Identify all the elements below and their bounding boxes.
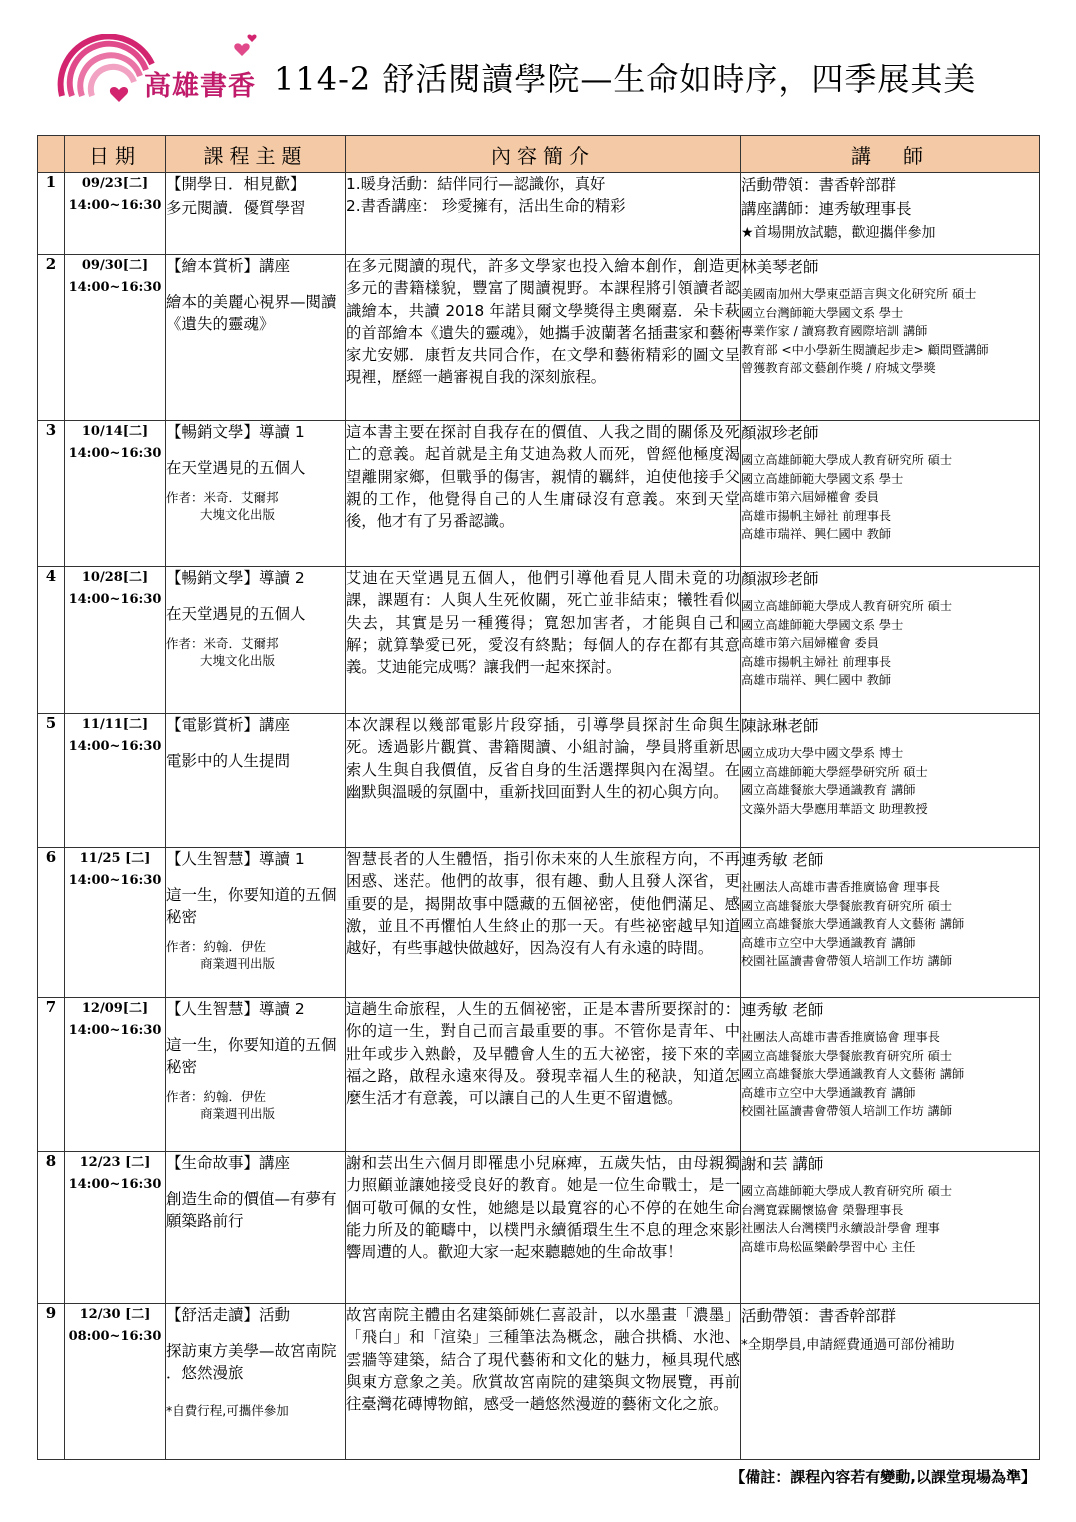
teacher-credential: 曾獲教育部文藝創作獎 / 府城文學獎 xyxy=(741,361,936,375)
book-author xyxy=(166,635,345,669)
table-row xyxy=(38,255,1040,421)
page-header xyxy=(0,0,1076,125)
table-row xyxy=(38,848,1040,998)
author-name: 作者：米奇．艾爾邦 xyxy=(166,490,279,505)
teacher-credential: 高雄市第六屆婦權會 委員 xyxy=(741,636,879,650)
book-publisher: 大塊文化出版 xyxy=(200,653,276,668)
teacher-cell xyxy=(741,421,1040,567)
teacher-credential: 國立高雄餐旅大學餐旅教育研究所 碩士 xyxy=(741,1048,953,1063)
teacher-credential: 高雄市揚帆主婦社 前理事長 xyxy=(741,508,892,523)
session-time: 14:00~16:30 xyxy=(68,592,162,607)
content-summary: 故宮南院主體由名建築師姚仁喜設計，以水墨畫「濃墨」「飛白」和「渲染」三種筆法為概念，融合拱橋、水池、雲牆等建築，結合了現代藝術和文化的魅力，極具現代感與東方意象之美。欣賞故宮南院的建築與文物展覽，再前往臺灣花磚博物館，感受一趟悠然漫遊的藝術文化之旅。 xyxy=(346,1304,741,1460)
topic-title: 創造生命的價值—有夢有願築路前行 xyxy=(166,1190,337,1230)
session-date-cell xyxy=(65,848,166,998)
teacher-cell xyxy=(741,1152,1040,1304)
teacher-name: 連秀敏 老師 xyxy=(741,1001,824,1019)
session-date: 11/25 [二] xyxy=(79,851,151,866)
table-row xyxy=(38,173,1040,255)
topic-title: 在天堂遇見的五個人 xyxy=(166,459,306,477)
teacher-credential: 國立高雄餐旅大學通識教育 講師 xyxy=(741,783,916,797)
teacher-credential: 國立台灣師範大學國文系 學士 xyxy=(741,305,904,320)
teacher-credential: 國立高雄師範大學成人教育研究所 碩士 xyxy=(741,1184,953,1198)
topic-note: *自費行程,可攜伴參加 xyxy=(166,1403,289,1418)
table-row xyxy=(38,1304,1040,1460)
teacher-credential: 文藻外語大學應用華語文 助理教授 xyxy=(741,801,928,816)
content-summary: 謝和芸出生六個月即罹患小兒麻痺，五歲失怙，由母親獨力照顧並讓她接受良好的教育。她是一位生命戰士，是一個可敬可佩的女性，她總是以最寬容的心不停的在她生命能力所及的範疇中，以樸門永續循環生生不息的理念來影響周遭的人。歡迎大家一起來聽聽她的生命故事！ xyxy=(346,1152,741,1304)
session-date-cell xyxy=(65,421,166,567)
session-time: 14:00~16:30 xyxy=(68,1023,162,1038)
topic-title: 多元閱讀．優質學習 xyxy=(166,199,306,217)
teacher-credential: 高雄市立空中大學通識教育 講師 xyxy=(741,935,916,950)
topic-title: 探訪東方美學—故宮南院 ．悠然漫旅 xyxy=(166,1342,337,1382)
content-summary: 這本書主要在探討自我存在的價值、人我之間的關係及死亡的意義。起首就是主角艾迪為救人而死，曾經他極度渴望離開家鄉，但戰爭的傷害，親情的羈絆，迫使他接手父親的工作，他覺得自己的人生庸碌沒有意義。來到天堂後，他才有了另番認識。 xyxy=(346,421,741,567)
teacher-credential: 國立高雄師範大學國文系 學士 xyxy=(741,471,904,486)
teacher-credential: 社團法人台灣樸門永續設計學會 理事 xyxy=(741,1221,940,1235)
teacher-credential: 社團法人高雄市書香推廣協會 理事長 xyxy=(741,880,940,894)
topic-tag: 【生命故事】講座 xyxy=(166,1154,291,1172)
book-author xyxy=(166,489,345,523)
table-row xyxy=(38,421,1040,567)
teacher-credential: 國立高雄餐旅大學通識教育人文藝術 講師 xyxy=(741,1067,965,1081)
teacher-cell xyxy=(741,998,1040,1152)
teacher-credential: 專業作家 / 讀寫教育國際培訓 講師 xyxy=(741,324,928,338)
teacher-credential: 國立成功大學中國文學系 博士 xyxy=(741,746,904,760)
topic-title: 繪本的美麗心視界—閱讀《遺失的靈魂》 xyxy=(166,293,337,333)
content-summary: 艾迪在天堂遇見五個人，他們引導他看見人間未竟的功課，課題有：人與人生死攸關，死亡並非結束；犧牲看似失去，其實是另一種獲得；寬恕加害者，才能與自己和解；就算摯愛已死，愛沒有終點；每個人的存在都有其意義。艾迪能完成嗎？讓我們一起來探討。 xyxy=(346,567,741,714)
session-date: 10/14[二] xyxy=(81,424,149,439)
author-name: 作者：約翰．伊佐 xyxy=(166,1089,267,1104)
topic-tag: 【開學日．相見歡】 xyxy=(166,175,306,193)
subsidy-note: *全期學員,申請經費通過可部份補助 xyxy=(741,1337,955,1353)
teacher-name: 顏淑珍老師 xyxy=(741,570,819,588)
column-header-number xyxy=(38,136,65,173)
teacher-cell xyxy=(741,714,1040,848)
topic-tag: 【電影賞析】講座 xyxy=(166,716,291,734)
topic-tag: 【繪本賞析】講座 xyxy=(166,257,291,275)
teacher-credential: 高雄市揚帆主婦社 前理事長 xyxy=(741,654,892,669)
book-author xyxy=(166,938,345,972)
teacher-credential: 國立高雄餐旅大學通識教育人文藝術 講師 xyxy=(741,917,965,931)
teacher-credential: 國立高雄師範大學成人教育研究所 碩士 xyxy=(741,453,953,467)
topic-tag: 【舒活走讀】活動 xyxy=(166,1306,291,1324)
book-author xyxy=(166,1088,345,1122)
course-topic-cell xyxy=(166,1152,346,1304)
course-topic-cell xyxy=(166,173,346,255)
row-number: 3 xyxy=(38,421,65,567)
kaohsiung-reading-logo xyxy=(56,34,266,108)
teacher-credential: 高雄市鳥松區樂齡學習中心 主任 xyxy=(741,1239,916,1254)
row-number: 9 xyxy=(38,1304,65,1460)
book-publisher: 大塊文化出版 xyxy=(200,507,276,522)
session-date: 11/11[二] xyxy=(81,717,149,732)
course-topic-cell xyxy=(166,1304,346,1460)
course-topic-cell xyxy=(166,255,346,421)
content-summary: 1.暖身活動：結伴同行—認識你，真好 2.書香講座： 珍愛擁有，活出生命的精彩 xyxy=(346,173,741,255)
session-date: 09/23[二] xyxy=(81,176,149,191)
teacher-cell xyxy=(741,567,1040,714)
course-topic-cell xyxy=(166,998,346,1152)
teacher-credential: 校園社區讀書會帶領人培訓工作坊 講師 xyxy=(741,954,953,968)
session-time: 14:00~16:30 xyxy=(68,280,162,295)
content-summary: 本次課程以幾部電影片段穿插，引導學員探討生命與生死。透過影片觀賞、書籍閱讀、小組討論，學員將重新思索人生與自我價值，反省自身的生活選擇與內在渴望。在幽默與溫暖的氛圍中，重新找回面對人生的初心與方向。 xyxy=(346,714,741,848)
session-time: 14:00~16:30 xyxy=(68,198,162,213)
logo-text: 高雄書香 xyxy=(144,71,256,102)
session-date-cell xyxy=(65,567,166,714)
session-time: 14:00~16:30 xyxy=(68,739,162,754)
topic-title: 這一生，你要知道的五個秘密 xyxy=(166,886,337,926)
teacher-credential: 國立高雄師範大學成人教育研究所 碩士 xyxy=(741,599,953,613)
teacher-cell xyxy=(741,255,1040,421)
table-header-row xyxy=(38,136,1040,173)
author-name: 作者：約翰．伊佐 xyxy=(166,939,267,954)
session-date: 10/28[二] xyxy=(81,570,149,585)
course-topic-cell xyxy=(166,567,346,714)
table-row xyxy=(38,1152,1040,1304)
topic-title: 在天堂遇見的五個人 xyxy=(166,605,306,623)
column-header-topic: 課程主題 xyxy=(166,136,346,173)
content-summary: 這趟生命旅程，人生的五個祕密，正是本書所要探討的：你的這一生，對自己而言最重要的事。不管你是青年、中壯年或步入熟齡，及早體會人生的五大祕密，接下來的幸福之路，啟程永遠來得及。發現幸福人生的秘訣，知道怎麼生活才有意義，可以讓自己的人生更不留遺憾。 xyxy=(346,998,741,1152)
row-number: 4 xyxy=(38,567,65,714)
teacher-line: 講座講師：連秀敏理事長 xyxy=(741,200,912,218)
teacher-name: 陳詠琳老師 xyxy=(741,717,819,735)
session-date-cell xyxy=(65,1304,166,1460)
teacher-credential: 校園社區讀書會帶領人培訓工作坊 講師 xyxy=(741,1104,953,1118)
session-time: 08:00~16:30 xyxy=(68,1329,162,1344)
column-header-teacher: 講 師 xyxy=(741,136,1040,173)
teacher-credential: 高雄市瑞祥、興仁國中 教師 xyxy=(741,527,892,541)
teacher-credential: 高雄市立空中大學通識教育 講師 xyxy=(741,1085,916,1100)
topic-tag: 【人生智慧】導讀 1 xyxy=(166,850,305,868)
topic-tag: 【暢銷文學】導讀 2 xyxy=(166,569,305,587)
row-number: 5 xyxy=(38,714,65,848)
teacher-credential: 台灣寬霖關懷協會 榮譽理事長 xyxy=(741,1202,904,1217)
table-row xyxy=(38,567,1040,714)
teacher-credential: 國立高雄師範大學經學研究所 碩士 xyxy=(741,764,928,779)
session-time: 14:00~16:30 xyxy=(68,873,162,888)
course-schedule-table xyxy=(37,135,1040,1460)
table-row xyxy=(38,998,1040,1152)
course-topic-cell xyxy=(166,714,346,848)
teacher-cell xyxy=(741,848,1040,998)
content-summary: 在多元閱讀的現代，許多文學家也投入繪本創作，創造更多元的書籍樣貌，豐富了閱讀視野。本課程將引領讀者認識繪本，共讀 2018 年諾貝爾文學獎得主奧爾嘉．朵卡萩的首部繪本《遺失的靈魂》，她攜手波蘭著名插畫家和藝術家尤安娜．康哲友共同合作，在文學和藝術精彩的圖文呈現裡，歷經一趟審視自我的深刻旅程。 xyxy=(346,255,741,421)
row-number: 7 xyxy=(38,998,65,1152)
row-number: 8 xyxy=(38,1152,65,1304)
teacher-cell xyxy=(741,1304,1040,1460)
book-publisher: 商業週刊出版 xyxy=(200,956,276,971)
content-summary: 智慧長者的人生體悟，指引你未來的人生旅程方向，不再困惑、迷茫。他們的故事，很有趣、動人且發人深省，更重要的是，揭開故事中隱藏的五個祕密，使他們滿足、感激，並且不再懼怕人生終止的那一天。有些祕密越早知道越好，有些事越快做越好，因為沒有人有永遠的時間。 xyxy=(346,848,741,998)
session-date-cell xyxy=(65,255,166,421)
session-date: 12/30 [二] xyxy=(79,1307,151,1322)
topic-title: 這一生，你要知道的五個秘密 xyxy=(166,1036,337,1076)
session-date-cell xyxy=(65,173,166,255)
session-date: 12/09[二] xyxy=(81,1001,149,1016)
teacher-credential: 社團法人高雄市書香推廣協會 理事長 xyxy=(741,1030,940,1044)
teacher-name: 林美琴老師 xyxy=(741,258,819,276)
topic-tag: 【暢銷文學】導讀 1 xyxy=(166,423,305,441)
footer-note: 【備註：課程內容若有變動,以課堂現場為準】 xyxy=(730,1468,1036,1486)
session-date-cell xyxy=(65,714,166,848)
teacher-name: 謝和芸 講師 xyxy=(741,1155,824,1173)
row-number: 1 xyxy=(38,173,65,255)
book-publisher: 商業週刊出版 xyxy=(200,1106,276,1121)
session-date: 12/23 [二] xyxy=(79,1155,151,1170)
session-date: 09/30[二] xyxy=(81,258,149,273)
course-topic-cell xyxy=(166,848,346,998)
session-time: 14:00~16:30 xyxy=(68,446,162,461)
column-header-date: 日期 xyxy=(65,136,166,173)
teacher-credential: 國立高雄餐旅大學餐旅教育研究所 碩士 xyxy=(741,898,953,913)
topic-tag: 【人生智慧】導讀 2 xyxy=(166,1000,305,1018)
topic-title: 電影中的人生提問 xyxy=(166,752,291,770)
author-name: 作者：米奇．艾爾邦 xyxy=(166,636,279,651)
row-number: 2 xyxy=(38,255,65,421)
column-header-content: 內容簡介 xyxy=(346,136,741,173)
course-topic-cell xyxy=(166,421,346,567)
session-date-cell xyxy=(65,1152,166,1304)
session-date-cell xyxy=(65,998,166,1152)
teacher-name: 連秀敏 老師 xyxy=(741,851,824,869)
teacher-cell xyxy=(741,173,1040,255)
session-time: 14:00~16:30 xyxy=(68,1177,162,1192)
teacher-credential: 美國南加州大學東亞語言與文化研究所 碩士 xyxy=(741,287,977,301)
teacher-line: 活動帶領：書香幹部群 xyxy=(741,176,897,194)
teacher-credential: 教育部 <中小學新生閱讀起步走> 顧問暨講師 xyxy=(741,342,989,357)
teacher-line: 活動帶領：書香幹部群 xyxy=(741,1307,897,1325)
teacher-credential: 高雄市瑞祥、興仁國中 教師 xyxy=(741,673,892,687)
page-title: 114-2 舒活閱讀學院—生命如時序，四季展其美 xyxy=(274,60,977,98)
teacher-credential: 高雄市第六屆婦權會 委員 xyxy=(741,490,879,504)
row-number: 6 xyxy=(38,848,65,998)
table-row xyxy=(38,714,1040,848)
teacher-credential: 國立高雄師範大學國文系 學士 xyxy=(741,617,904,632)
trial-note: ★首場開放試聽，歡迎攜伴參加 xyxy=(741,225,936,241)
teacher-name: 顏淑珍老師 xyxy=(741,424,819,442)
